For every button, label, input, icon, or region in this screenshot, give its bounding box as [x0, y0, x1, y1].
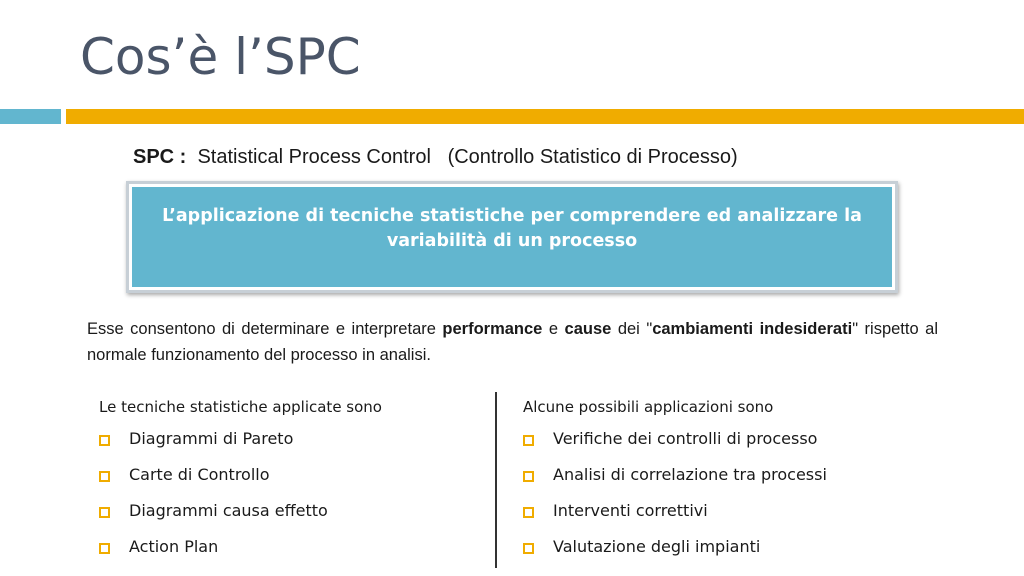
right-bullet-list — [523, 429, 827, 573]
definition-box — [126, 181, 898, 293]
accent-bar-blue — [0, 109, 61, 124]
list-item-label: Valutazione degli impianti — [553, 537, 761, 556]
list-item-label: Diagrammi di Pareto — [129, 429, 294, 448]
subtitle-italian: (Controllo Statistico di Processo) — [447, 146, 738, 168]
list-item — [523, 429, 827, 465]
square-bullet-icon — [523, 507, 534, 518]
subtitle-abbr: SPC : — [133, 146, 187, 168]
square-bullet-icon — [523, 471, 534, 482]
right-column-heading: Alcune possibili applicazioni sono — [523, 398, 774, 416]
list-item — [99, 429, 382, 465]
list-item — [523, 501, 827, 537]
para-bold-cambiamenti: cambiamenti indesiderati — [652, 320, 853, 338]
square-bullet-icon — [523, 435, 534, 446]
list-item-label: Diagrammi causa effetto — [129, 501, 328, 520]
para-text-2: e — [542, 320, 565, 338]
column-divider — [495, 392, 497, 568]
list-item — [99, 537, 382, 573]
square-bullet-icon — [99, 435, 110, 446]
slide-title: Cos’è l’SPC — [80, 28, 361, 86]
right-column — [523, 398, 827, 573]
square-bullet-icon — [99, 543, 110, 554]
list-item — [523, 537, 827, 573]
definition-panel — [132, 187, 892, 287]
square-bullet-icon — [99, 471, 110, 482]
list-item-label: Action Plan — [129, 537, 219, 556]
para-text-1: Esse consentono di determinare e interpretare — [87, 320, 443, 338]
description-paragraph — [87, 316, 938, 368]
para-text-4: " rispetto al normale funzionamento del processo in analisi. — [87, 320, 938, 364]
definition-text: L’applicazione di tecniche statistiche per comprendere ed analizzare la variabilità di un processo — [162, 206, 862, 251]
list-item-label: Carte di Controllo — [129, 465, 270, 484]
list-item-label: Analisi di correlazione tra processi — [553, 465, 827, 484]
list-item-label: Verifiche dei controlli di processo — [553, 429, 818, 448]
square-bullet-icon — [99, 507, 110, 518]
subtitle — [133, 146, 738, 169]
list-item — [99, 465, 382, 501]
square-bullet-icon — [523, 543, 534, 554]
subtitle-full: Statistical Process Control — [197, 146, 431, 168]
para-text-3: dei " — [611, 320, 653, 338]
para-bold-cause: cause — [564, 320, 612, 338]
list-item-label: Interventi correttivi — [553, 501, 708, 520]
para-bold-performance: performance — [442, 320, 543, 338]
left-column-heading: Le tecniche statistiche applicate sono — [99, 398, 382, 416]
accent-bar-gold — [66, 109, 1024, 124]
left-column — [99, 398, 382, 573]
list-item — [523, 465, 827, 501]
left-bullet-list — [99, 429, 382, 573]
list-item — [99, 501, 382, 537]
